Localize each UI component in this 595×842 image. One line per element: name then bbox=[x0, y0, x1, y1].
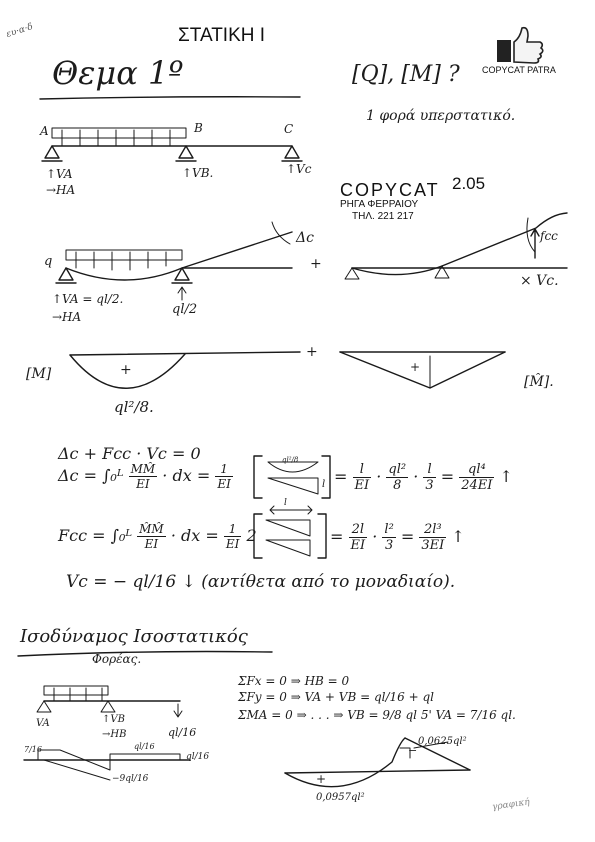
primary-vb-label: ql/2 bbox=[172, 302, 198, 317]
heading-underline bbox=[40, 97, 300, 99]
fcc-mid-den: EI bbox=[350, 538, 366, 553]
equilibrium-ma: ΣMA = 0 ⇒ . . . ⇒ VB = 9/8 ql 5' VA = 7/16 ql. bbox=[238, 708, 516, 722]
l2-den: 3 bbox=[384, 538, 394, 553]
delta-up-arrow: ↑ bbox=[499, 467, 513, 486]
moment-positive-value: 0,0957ql² bbox=[316, 792, 365, 803]
fcc-two: 2 bbox=[246, 526, 257, 545]
primary-q-label: q bbox=[44, 254, 53, 269]
delta-dot: · bbox=[376, 467, 382, 486]
ql2-num: ql² bbox=[388, 462, 407, 477]
fcc-dx: · dx = bbox=[170, 526, 219, 545]
delta-integrand-num: MM̂ bbox=[130, 462, 156, 476]
times-vc-label: × Vc. bbox=[520, 273, 559, 289]
shear-right-label: ql/16 bbox=[186, 752, 210, 762]
node-a-label: A bbox=[40, 124, 49, 138]
l-num: l bbox=[423, 462, 435, 478]
equivalent-underline bbox=[18, 652, 272, 657]
moment-negative-value: 0,0625ql² bbox=[418, 736, 467, 747]
l-den: 3 bbox=[425, 478, 434, 493]
equilibrium-fx: ΣFx = 0 ⇒ HB = 0 bbox=[238, 674, 350, 688]
moment-plus-right: + bbox=[306, 344, 318, 360]
moment-peak: ql²/8. bbox=[114, 398, 154, 416]
unit-moment-label: [M̂]. bbox=[524, 374, 554, 390]
equivalent-va: VA bbox=[36, 718, 50, 729]
fcc-res-den: 3EI bbox=[421, 538, 445, 553]
unit-load-system bbox=[345, 213, 567, 279]
stamp-street: ΡΗΓΑ ΦΕΡΡΑΙΟΥ bbox=[340, 199, 419, 210]
equilibrium-fy: ΣFy = 0 ⇒ VA + VB = ql/16 + ql bbox=[238, 690, 434, 704]
delta-ei: EI bbox=[217, 477, 231, 491]
logo-caption: COPYCAT PATRA bbox=[482, 65, 556, 75]
box-2-l: l bbox=[284, 498, 287, 508]
integration-box-2 bbox=[254, 506, 326, 558]
primary-ha-label: →HA bbox=[52, 310, 82, 324]
shear-diagram bbox=[24, 750, 190, 780]
box-l: l bbox=[322, 479, 326, 490]
delta-integrand-den: EI bbox=[136, 477, 150, 491]
bottom-scribble: γραφική bbox=[491, 797, 531, 813]
node-c-label: C bbox=[284, 122, 294, 136]
shear-mid-label: ql/16 bbox=[134, 742, 155, 751]
fcc-res-num: 2l³ bbox=[419, 522, 446, 538]
moment-negative-sign: − bbox=[408, 744, 418, 757]
shear-negative-label: −9ql/16 bbox=[112, 774, 149, 784]
fcc-lhs: Fcc = ∫₀ᴸ bbox=[58, 526, 133, 545]
fcc-up-arrow: ↑ bbox=[451, 527, 465, 546]
page-title: ΣΤΑΤΙΚΗ Ι bbox=[178, 25, 266, 46]
stamp-code: 2.05 bbox=[452, 174, 486, 193]
equivalent-hb: →HB bbox=[102, 729, 127, 740]
delta-mid-num: l bbox=[353, 462, 372, 478]
redundancy-note: 1 φορά υπερστατικό. bbox=[366, 108, 516, 124]
topic-heading: Θεμα 1º bbox=[52, 54, 184, 92]
fcc-integrand-den: EI bbox=[144, 537, 159, 551]
unit-moment-diagram bbox=[340, 352, 505, 388]
ql2-den: 8 bbox=[393, 478, 402, 493]
shear-left-label: 7/16 bbox=[24, 745, 42, 754]
equivalent-beam bbox=[37, 686, 182, 717]
delta-res-den: 24EI bbox=[461, 478, 493, 493]
reaction-ha: →HA bbox=[46, 183, 76, 197]
delta-c-equation bbox=[58, 462, 233, 491]
unknowns-label: [Q], [M] ? bbox=[352, 62, 460, 87]
fcc-integrand-num: M̂M̂ bbox=[139, 522, 164, 536]
fcc-result: = $\frac{2l}{EI}$ · $\frac{\text{l²}}{3}$ = $\frac{\text{2l³}}{3EI}$ ↑ bbox=[330, 522, 465, 553]
reaction-vb: ↑VB. bbox=[182, 166, 214, 180]
primary-va-label: ↑VA = ql/2. bbox=[52, 292, 124, 306]
node-b-label: B bbox=[194, 121, 203, 135]
fcc-one: 1 bbox=[224, 522, 242, 537]
delta-mid-den: EI bbox=[354, 478, 370, 493]
vc-result: Vc = − ql/16 ↓ (αντίθετα από το μοναδιαίο). bbox=[66, 572, 456, 592]
equivalent-load: ql/16 bbox=[168, 726, 197, 739]
fcc-label: fcc bbox=[540, 229, 558, 243]
delta-c-label: Δc bbox=[296, 230, 314, 246]
delta-one: 1 bbox=[215, 462, 233, 477]
primary-plus: + bbox=[310, 256, 322, 272]
fcc-ei: EI bbox=[225, 537, 240, 551]
corner-scribble: ευ·α·δ bbox=[5, 21, 35, 41]
stamp-brand: COPYCAT bbox=[340, 180, 440, 200]
equivalent-title-1: Ισοδύναμος Ισοστατικός bbox=[20, 626, 248, 647]
equivalent-vb: ↑VB bbox=[102, 714, 125, 725]
moment-label: [M] bbox=[26, 366, 52, 382]
moment-plus: + bbox=[120, 362, 132, 378]
compatibility-equation: Δc + Fcc · Vc = 0 bbox=[58, 444, 201, 463]
fcc-mid-num: 2l bbox=[349, 522, 368, 538]
unit-moment-plus: + bbox=[410, 360, 421, 374]
copycat-logo-icon bbox=[497, 28, 543, 63]
reaction-va: ↑VA bbox=[46, 167, 73, 181]
moment-positive-sign: + bbox=[316, 772, 327, 786]
primary-system bbox=[56, 222, 292, 300]
fcc-equation bbox=[58, 522, 257, 551]
delta-lhs: Δc = ∫₀ᴸ bbox=[58, 466, 124, 485]
moment-diagram bbox=[70, 352, 300, 388]
beam-diagram bbox=[42, 128, 302, 161]
l2-num: l² bbox=[384, 522, 394, 537]
stamp-phone: ΤΗΛ. 221 217 bbox=[352, 211, 414, 222]
box-ql2-8: ql²/8 bbox=[282, 456, 299, 464]
equivalent-title-2: Φορέας. bbox=[92, 652, 142, 666]
delta-res-num: ql⁴ bbox=[459, 462, 494, 478]
delta-c-result: = $\frac{l}{EI}$ · $\frac{\text{ql²}}{8}$ · $\frac{l}{3}$ = $\frac{\text{ql⁴}}{24EI}$ ↑ bbox=[334, 462, 513, 493]
reaction-vc: ↑Vc bbox=[286, 162, 312, 176]
delta-dx: · dx = bbox=[162, 466, 211, 485]
